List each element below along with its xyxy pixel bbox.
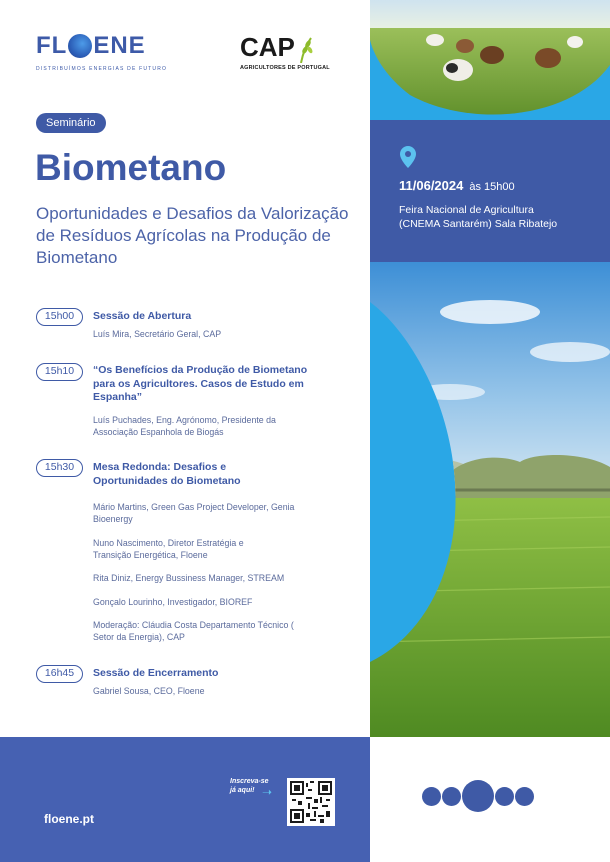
dot [495, 787, 514, 806]
cap-logo [240, 32, 330, 71]
agenda-time: 16h45 [36, 665, 83, 683]
page-title: Biometano [35, 147, 227, 188]
event-venue [399, 203, 599, 231]
floene-logo [36, 32, 167, 72]
agenda-speaker: Luís Mira, Secretário Geral, CAP [93, 329, 222, 339]
agenda-session-title: Sessão de Abertura [93, 310, 192, 322]
qr-code[interactable] [287, 778, 335, 826]
floene-logo-text-right: ENE [93, 32, 146, 59]
floene-logo-circle-icon [68, 34, 92, 58]
page-subtitle: Oportunidades e Desafios da Valorização de Resíduos Agrícolas na Produção de Biometano [36, 204, 349, 267]
biogas-field-photo [370, 262, 610, 737]
agenda-speaker: Mário Martins, Green Gas Project Developer, Genia Bioenergy [93, 502, 295, 524]
agenda-session-title: Mesa Redonda: Desafios e Oportunidades do Biometano [93, 461, 241, 487]
agenda-speaker: Rita Diniz, Energy Bussiness Manager, STREAM [93, 573, 285, 583]
agenda-speaker: Nuno Nascimento, Diretor Estratégia e Transição Energética, Floene [93, 538, 244, 560]
arrow-right-icon: ➝ [262, 785, 273, 799]
location-pin-icon [400, 146, 416, 168]
agenda-time: 15h30 [36, 459, 83, 477]
event-date-value: 11/06/2024 [399, 178, 464, 193]
wheat-icon [297, 37, 313, 63]
dot-large [462, 780, 494, 812]
cap-subtitle: AGRICULTORES DE PORTUGAL [240, 65, 330, 71]
cows-photo [370, 0, 610, 120]
seminar-badge: Seminário [36, 113, 106, 133]
agenda-speaker: Luís Puchades, Eng. Agrónomo, Presidente da Associação Espanhola de Biogás [93, 415, 276, 437]
floene-logo-text-left: FL [36, 32, 68, 59]
agenda-speaker: Moderação: Cláudia Costa Departamento Técnico ( Setor da Energia), CAP [93, 620, 294, 642]
agenda-speaker: Gonçalo Lourinho, Investigador, BIOREF [93, 597, 253, 607]
event-date [399, 178, 515, 193]
register-line-1: Inscreva-se [230, 778, 269, 785]
floene-tagline: DISTRIBUÍMOS ENERGIAS DE FUTURO [36, 66, 168, 72]
qr-code-graphic [290, 781, 332, 823]
website-link[interactable]: floene.pt [44, 812, 94, 826]
agenda-time: 15h00 [36, 308, 83, 326]
dot [422, 787, 441, 806]
venue-line-1: Feira Nacional de Agricultura [399, 204, 534, 216]
agenda-session-title: “Os Benefícios da Produção de Biometano para os Agricultores. Casos de Estudo em Espanha” [93, 364, 308, 403]
register-line-2: já aqui! [230, 787, 255, 794]
cap-logo-text: CAP [240, 32, 295, 62]
right-panel [370, 0, 610, 737]
floene-dots-graphic [422, 780, 534, 812]
event-time: às 15h00 [469, 181, 515, 193]
dot [515, 787, 534, 806]
venue-line-2: (CNEMA Santarém) Sala Ribatejo [399, 218, 558, 230]
agenda-speaker: Gabriel Sousa, CEO, Floene [93, 686, 205, 696]
agenda-time: 15h10 [36, 363, 83, 381]
dot [442, 787, 461, 806]
agenda-session-title: Sessão de Encerramento [93, 667, 219, 679]
